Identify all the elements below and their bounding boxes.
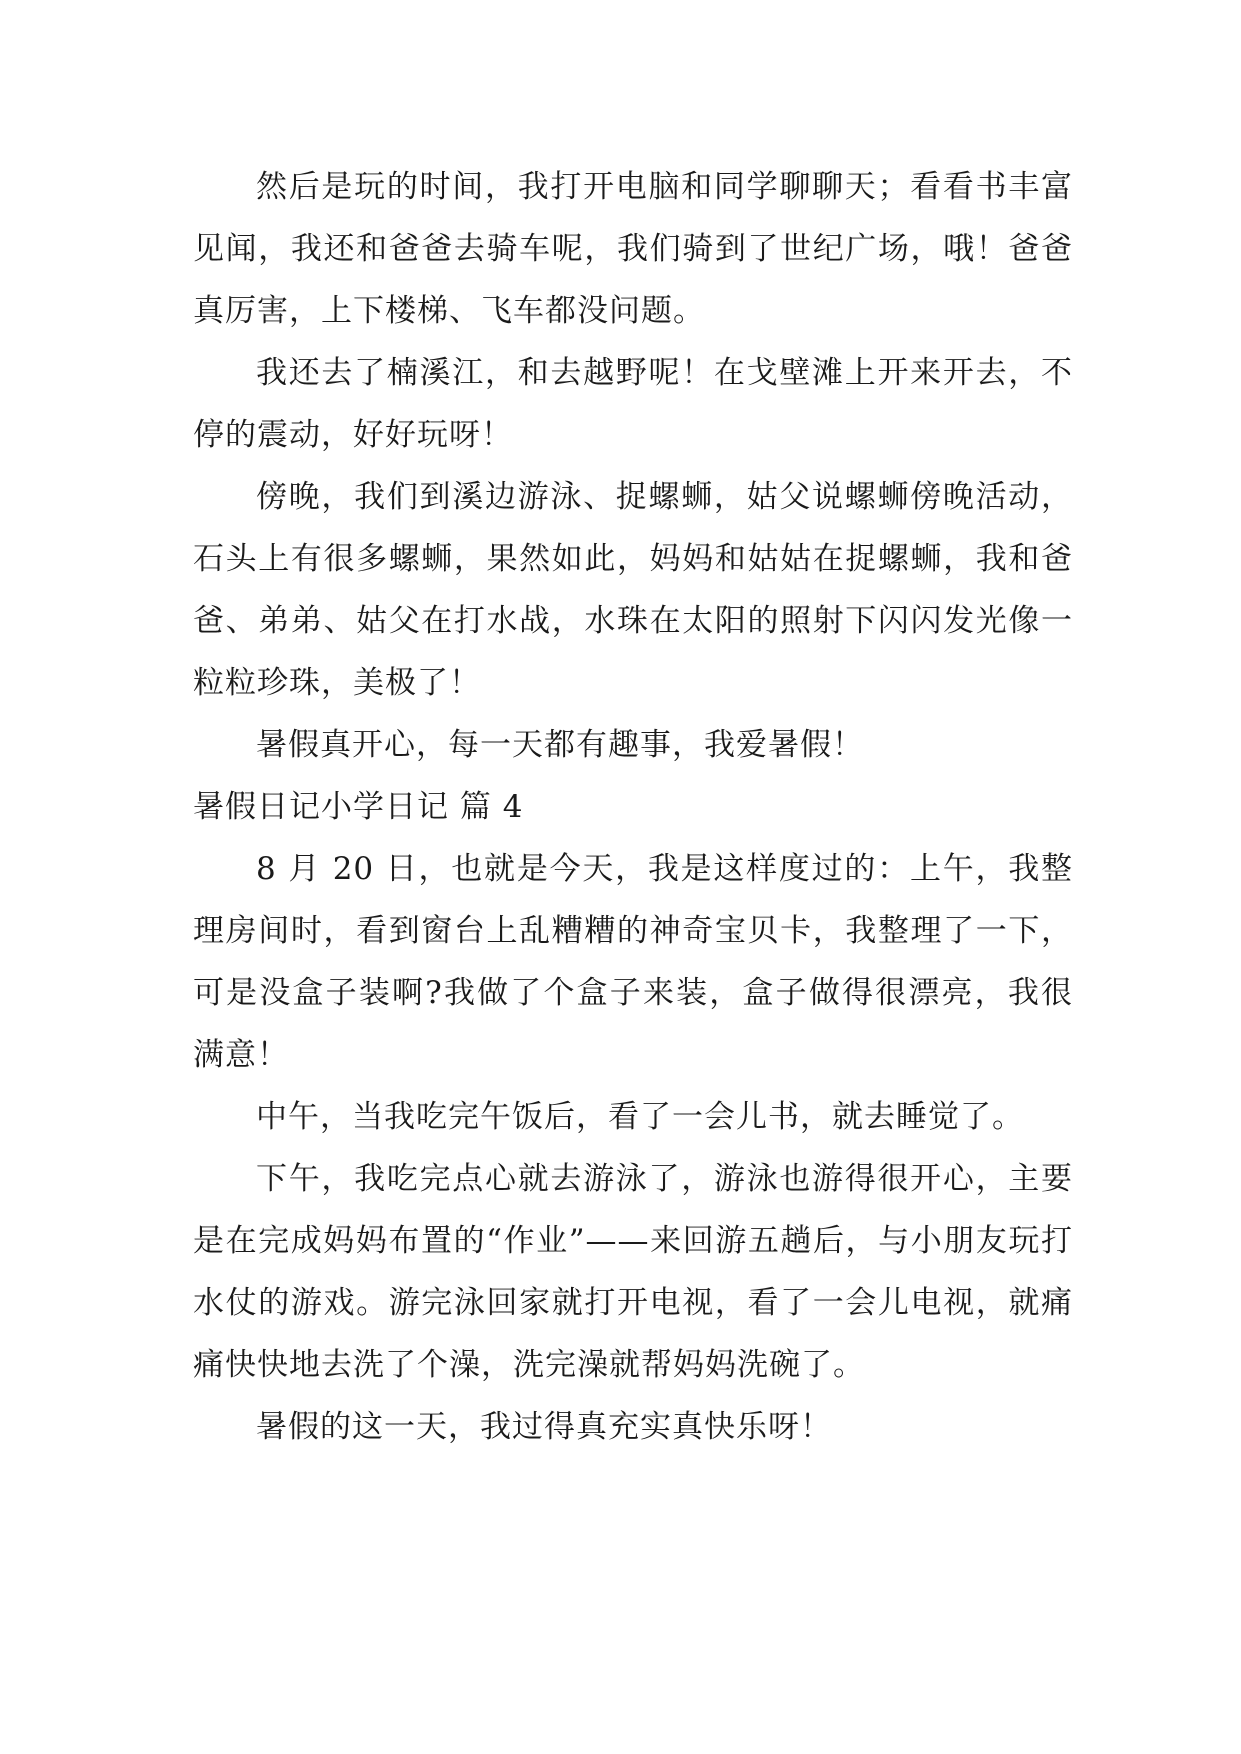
paragraph-morning: 8 月 20 日，也就是今天，我是这样度过的：上午，我整理房间时，看到窗台上乱糟糟的神奇宝贝卡，我整理了一下，可是没盒子装啊?我做了个盒子来装，盒子做得很漂亮，我很满意！ xyxy=(193,851,1073,1073)
paragraph-computer-and-bike: 然后是玩的时间，我打开电脑和同学聊聊天；看看书丰富见闻，我还和爸爸去骑车呢，我们骑到了世纪广场，哦！爸爸真厉害，上下楼梯、飞车都没问题。 xyxy=(193,169,1073,329)
paragraph-evening-creek: 傍晚，我们到溪边游泳、捉螺蛳，姑父说螺蛳傍晚活动，石头上有很多螺蛳，果然如此，妈妈和姑姑在捉螺蛳，我和爸爸、弟弟、姑父在打水战，水珠在太阳的照射下闪闪发光像一粒粒珍珠，美极了！ xyxy=(193,479,1073,701)
paragraph-noon: 中午，当我吃完午饭后，看了一会儿书，就去睡觉了。 xyxy=(256,1099,1024,1135)
paragraph-happy-summer: 暑假真开心，每一天都有趣事，我爱暑假！ xyxy=(256,727,864,763)
paragraph-nanxi-river: 我还去了楠溪江，和去越野呢！在戈壁滩上开来开去，不停的震动，好好玩呀！ xyxy=(193,355,1073,453)
section-heading: 暑假日记小学日记 篇 4 xyxy=(193,789,524,825)
paragraph-conclusion: 暑假的这一天，我过得真充实真快乐呀！ xyxy=(256,1409,832,1445)
document-body xyxy=(193,156,1073,1458)
paragraph-afternoon: 下午，我吃完点心就去游泳了，游泳也游得很开心，主要是在完成妈妈布置的“作业”——来回游五趟后，与小朋友玩打水仗的游戏。游完泳回家就打开电视，看了一会儿电视，就痛痛快快地去洗了个澡，洗完澡就帮妈妈洗碗了。 xyxy=(193,1161,1073,1383)
